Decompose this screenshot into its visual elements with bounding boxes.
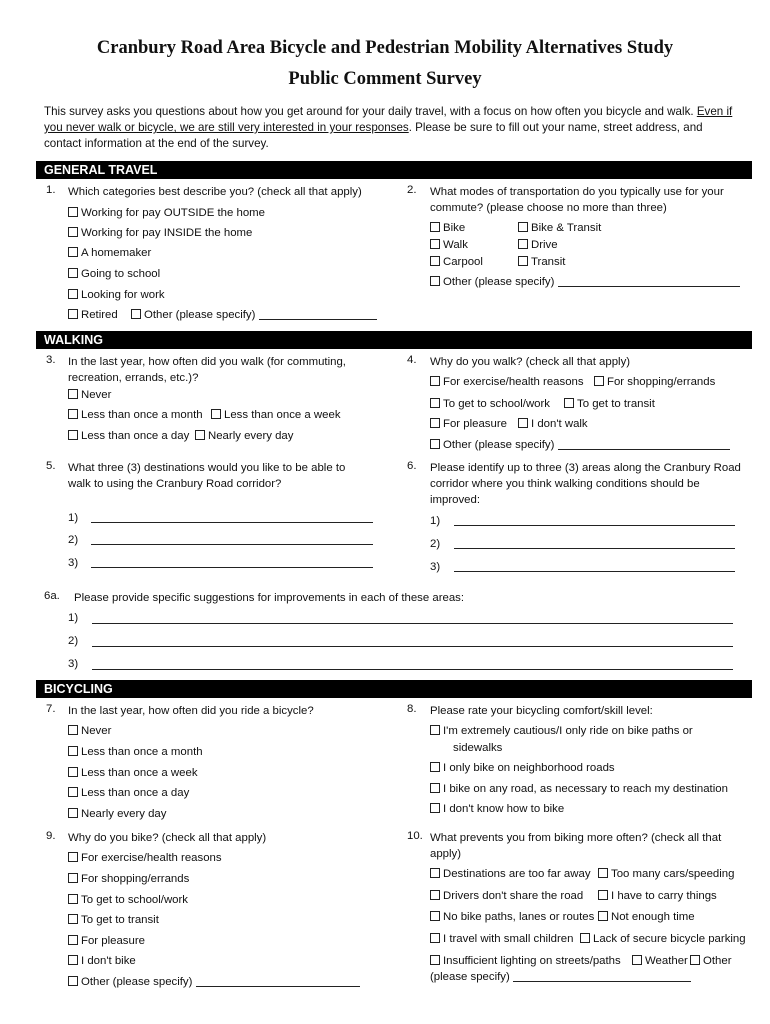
checkbox-icon[interactable] — [430, 783, 440, 793]
blank-label: 2) — [430, 538, 441, 550]
checkbox-icon[interactable] — [518, 222, 528, 232]
checkbox-option[interactable]: Nearly every day — [68, 806, 166, 822]
checkbox-option[interactable]: Drivers don't share the road — [430, 888, 583, 904]
checkbox-icon[interactable] — [68, 935, 78, 945]
checkbox-icon[interactable] — [518, 418, 528, 428]
section-header-general-travel: GENERAL TRAVEL — [36, 161, 752, 179]
blank-label: 3) — [68, 557, 79, 569]
checkbox-icon[interactable] — [211, 409, 221, 419]
checkbox-option[interactable]: Destinations are too far away — [430, 866, 591, 882]
checkbox-icon[interactable] — [68, 894, 78, 904]
checkbox-option[interactable]: Less than once a month — [68, 407, 203, 423]
question-number: 9. — [46, 830, 56, 842]
checkbox-option[interactable]: Less than once a day — [68, 428, 189, 444]
checkbox-icon[interactable] — [131, 309, 141, 319]
checkbox-icon[interactable] — [518, 239, 528, 249]
checkbox-option[interactable]: For exercise/health reasons — [430, 374, 584, 390]
question-number: 7. — [46, 703, 56, 715]
specify-line[interactable] — [196, 976, 360, 987]
checkbox-option[interactable]: I'm extremely cautious/I only ride on bike paths or — [430, 723, 693, 739]
question-3-text: In the last year, how often did you walk (for commuting, recreation, errands, etc.)? — [68, 356, 346, 384]
checkbox-option[interactable]: Walk — [430, 237, 468, 253]
option-continuation: sidewalks — [453, 742, 503, 754]
checkbox-option[interactable]: Nearly every day — [195, 428, 293, 444]
checkbox-icon[interactable] — [195, 430, 205, 440]
checkbox-option[interactable]: Looking for work — [68, 287, 165, 303]
blank-label: 1) — [68, 512, 79, 524]
question-number: 6. — [407, 460, 417, 472]
checkbox-icon[interactable] — [68, 207, 78, 217]
checkbox-option[interactable]: To get to school/work — [68, 892, 188, 908]
checkbox-icon[interactable] — [68, 955, 78, 965]
option-continuation: (please specify) — [430, 969, 691, 985]
checkbox-icon[interactable] — [518, 256, 528, 266]
checkbox-option[interactable]: Bike & Transit — [518, 220, 601, 236]
answer-line[interactable] — [91, 567, 373, 568]
intro-paragraph: This survey asks you questions about how you get around for your daily travel, with a focus on how often you bicycle and walk. Even if you never walk or bicycle, we are still very interested in your responses. Please be sure to fill out your name, street address, and contact information at the end of the survey. — [44, 105, 733, 150]
checkbox-option[interactable]: Never — [68, 723, 111, 739]
checkbox-icon[interactable] — [68, 914, 78, 924]
checkbox-icon[interactable] — [68, 787, 78, 797]
checkbox-option[interactable]: I travel with small children — [430, 931, 573, 947]
checkbox-icon[interactable] — [68, 268, 78, 278]
question-number: 3. — [46, 354, 56, 366]
specify-line[interactable] — [558, 276, 740, 287]
question-number: 2. — [407, 184, 417, 196]
checkbox-icon[interactable] — [430, 398, 440, 408]
checkbox-icon[interactable] — [430, 418, 440, 428]
checkbox-icon[interactable] — [430, 890, 440, 900]
checkbox-option[interactable]: Less than once a day — [68, 785, 189, 801]
checkbox-option[interactable]: Other (please specify) — [430, 274, 740, 290]
question-number: 6a. — [44, 590, 60, 602]
question-number: 1. — [46, 184, 56, 196]
blank-label: 2) — [68, 635, 79, 647]
checkbox-option[interactable]: Working for pay INSIDE the home — [68, 225, 252, 241]
checkbox-icon[interactable] — [68, 976, 78, 986]
question-number: 4. — [407, 354, 417, 366]
checkbox-icon[interactable] — [68, 289, 78, 299]
checkbox-icon[interactable] — [430, 955, 440, 965]
answer-line[interactable] — [92, 669, 733, 670]
question-number: 10. — [407, 830, 423, 842]
answer-line[interactable] — [454, 525, 735, 526]
checkbox-icon[interactable] — [430, 239, 440, 249]
answer-line[interactable] — [454, 571, 735, 572]
checkbox-option[interactable]: Less than once a week — [211, 407, 341, 423]
checkbox-option[interactable]: To get to transit — [564, 396, 655, 412]
checkbox-option[interactable]: For shopping/errands — [594, 374, 715, 390]
checkbox-icon[interactable] — [68, 767, 78, 777]
section-header-bicycling: BICYCLING — [36, 680, 752, 698]
checkbox-option[interactable]: Transit — [518, 254, 565, 270]
checkbox-option[interactable]: A homemaker — [68, 245, 151, 261]
checkbox-option[interactable]: Going to school — [68, 266, 160, 282]
checkbox-option[interactable]: For exercise/health reasons — [68, 850, 222, 866]
checkbox-icon[interactable] — [68, 852, 78, 862]
question-9-text: Why do you bike? (check all that apply) — [68, 832, 267, 844]
checkbox-option[interactable]: I don't bike — [68, 953, 136, 969]
checkbox-option[interactable]: Other (please specify) — [68, 974, 360, 990]
checkbox-option[interactable]: Not enough time — [598, 909, 695, 925]
checkbox-icon[interactable] — [594, 376, 604, 386]
checkbox-icon[interactable] — [430, 911, 440, 921]
blank-label: 2) — [68, 534, 79, 546]
page-subtitle: Public Comment Survey — [288, 69, 482, 89]
checkbox-option[interactable]: Weather — [632, 953, 688, 969]
checkbox-option[interactable]: Retired — [68, 307, 118, 323]
checkbox-option[interactable]: To get to school/work — [430, 396, 550, 412]
checkbox-option[interactable]: Never — [68, 387, 111, 403]
checkbox-icon[interactable] — [68, 808, 78, 818]
checkbox-icon[interactable] — [430, 803, 440, 813]
checkbox-option[interactable]: For pleasure — [68, 933, 145, 949]
checkbox-icon[interactable] — [430, 222, 440, 232]
checkbox-icon[interactable] — [430, 276, 440, 286]
question-number: 5. — [46, 460, 56, 472]
checkbox-option[interactable]: I have to carry things — [598, 888, 717, 904]
checkbox-option[interactable]: To get to transit — [68, 912, 159, 928]
blank-label: 3) — [68, 658, 79, 670]
checkbox-icon[interactable] — [68, 409, 78, 419]
checkbox-icon[interactable] — [68, 247, 78, 257]
checkbox-icon[interactable] — [430, 762, 440, 772]
checkbox-option[interactable]: Bike — [430, 220, 465, 236]
checkbox-option[interactable]: Carpool — [430, 254, 483, 270]
checkbox-option[interactable]: For pleasure — [430, 416, 507, 432]
checkbox-option[interactable]: I only bike on neighborhood roads — [430, 760, 615, 776]
question-8-text: Please rate your bicycling comfort/skill level: — [430, 705, 653, 717]
page-title: Cranbury Road Area Bicycle and Pedestrian Mobility Alternatives Study — [96, 38, 674, 58]
checkbox-option[interactable]: Lack of secure bicycle parking — [580, 931, 746, 947]
answer-line[interactable] — [92, 623, 733, 624]
checkbox-icon[interactable] — [598, 911, 608, 921]
checkbox-icon[interactable] — [68, 746, 78, 756]
question-number: 8. — [407, 703, 417, 715]
checkbox-icon[interactable] — [430, 868, 440, 878]
checkbox-icon[interactable] — [68, 309, 78, 319]
checkbox-option[interactable]: Drive — [518, 237, 558, 253]
blank-label: 3) — [430, 561, 441, 573]
question-7-text: In the last year, how often did you ride a bicycle? — [68, 705, 314, 717]
checkbox-icon[interactable] — [68, 873, 78, 883]
checkbox-icon[interactable] — [68, 389, 78, 399]
checkbox-icon[interactable] — [68, 725, 78, 735]
checkbox-option[interactable]: Other (please specify) — [430, 437, 730, 453]
checkbox-icon[interactable] — [580, 933, 590, 943]
specify-line[interactable] — [259, 309, 377, 320]
checkbox-option[interactable]: Working for pay OUTSIDE the home — [68, 205, 265, 221]
checkbox-icon[interactable] — [598, 868, 608, 878]
checkbox-option[interactable]: Other (please specify) — [131, 307, 377, 323]
checkbox-option[interactable]: I don't walk — [518, 416, 588, 432]
question-4-text: Why do you walk? (check all that apply) — [430, 356, 631, 368]
checkbox-icon[interactable] — [430, 256, 440, 266]
checkbox-option[interactable]: Less than once a week — [68, 765, 198, 781]
checkbox-icon[interactable] — [68, 227, 78, 237]
checkbox-option[interactable]: Insufficient lighting on streets/paths — [430, 953, 621, 969]
blank-label: 1) — [430, 515, 441, 527]
checkbox-option[interactable]: For shopping/errands — [68, 871, 189, 887]
checkbox-icon[interactable] — [430, 725, 440, 735]
blank-label: 1) — [68, 612, 79, 624]
question-5-text: What three (3) destinations would you like to be able to walk to using the Cranbury Road corridor? — [68, 462, 346, 490]
checkbox-option[interactable]: Other — [690, 953, 732, 969]
answer-line[interactable] — [91, 522, 373, 523]
specify-line[interactable] — [513, 971, 691, 982]
question-6a-text: Please provide specific suggestions for improvements in each of these areas: — [74, 592, 465, 604]
checkbox-option[interactable]: No bike paths, lanes or routes — [430, 909, 594, 925]
checkbox-icon[interactable] — [430, 933, 440, 943]
checkbox-option[interactable]: I don't know how to bike — [430, 801, 564, 817]
checkbox-icon[interactable] — [430, 376, 440, 386]
question-10-text: What prevents you from biking more often? (check all that apply) — [430, 832, 722, 860]
checkbox-option[interactable]: Less than once a month — [68, 744, 203, 760]
checkbox-icon[interactable] — [690, 955, 700, 965]
answer-line[interactable] — [454, 548, 735, 549]
specify-line[interactable] — [558, 439, 730, 450]
answer-line[interactable] — [92, 646, 733, 647]
checkbox-icon[interactable] — [632, 955, 642, 965]
checkbox-icon[interactable] — [564, 398, 574, 408]
checkbox-icon[interactable] — [598, 890, 608, 900]
question-1-text: Which categories best describe you? (check all that apply) — [68, 186, 362, 198]
section-header-walking: WALKING — [36, 331, 752, 349]
checkbox-icon[interactable] — [430, 439, 440, 449]
question-6-text: Please identify up to three (3) areas along the Cranbury Road corridor where you think walking conditions should be improved: — [430, 462, 741, 506]
checkbox-option[interactable]: Too many cars/speeding — [598, 866, 734, 882]
checkbox-icon[interactable] — [68, 430, 78, 440]
checkbox-option[interactable]: I bike on any road, as necessary to reach my destination — [430, 781, 728, 797]
question-2-text: What modes of transportation do you typically use for your commute? (please choose no more than three) — [430, 186, 724, 214]
answer-line[interactable] — [91, 544, 373, 545]
